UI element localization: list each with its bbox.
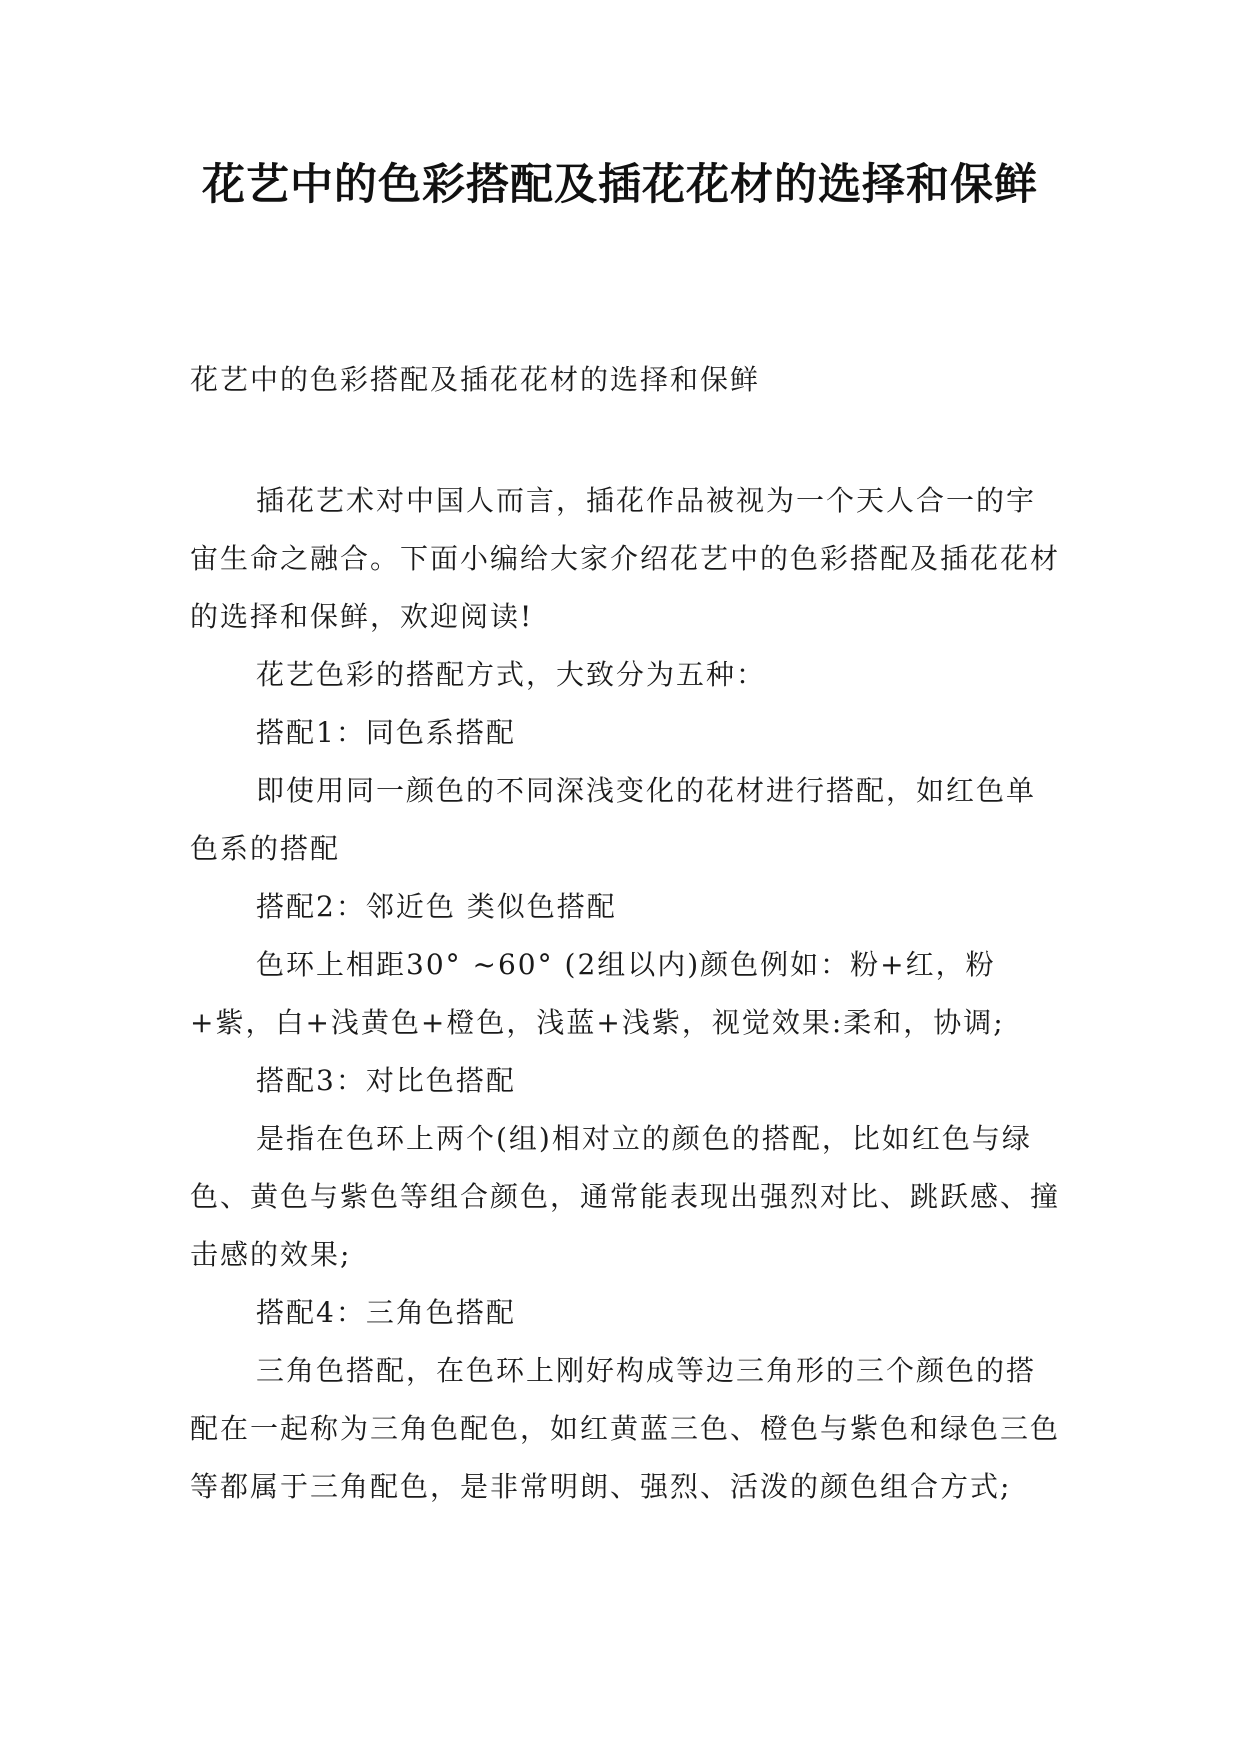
document-body [190,472,1065,1516]
paragraph-heading-2: 搭配2：邻近色 类似色搭配 [256,890,617,923]
paragraph-body-2: 色环上相距30° ~60° (2组以内)颜色例如：粉+红，粉+紫，白+浅黄色+橙色，浅蓝+浅紫，视觉效果:柔和，协调; [190,948,1005,1039]
paragraph-heading-4: 搭配4：三角色搭配 [256,1296,516,1329]
paragraph-heading-1: 搭配1：同色系搭配 [256,716,516,749]
paragraph-body-3: 是指在色环上两个(组)相对立的颜色的搭配，比如红色与绿色、黄色与紫色等组合颜色，通常能表现出强烈对比、跳跃感、撞击感的效果; [190,1122,1061,1271]
paragraph-body-1: 即使用同一颜色的不同深浅变化的花材进行搭配，如红色单色系的搭配 [190,774,1037,865]
paragraph-methods: 花艺色彩的搭配方式，大致分为五种： [256,658,767,691]
document-title: 花艺中的色彩搭配及插花花材的选择和保鲜 [202,160,1038,210]
paragraph-body-4: 三角色搭配，在色环上刚好构成等边三角形的三个颜色的搭配在一起称为三角色配色，如红黄蓝三色、橙色与紫色和绿色三色等都属于三角配色，是非常明朗、强烈、活泼的颜色组合方式; [190,1354,1061,1503]
paragraph-intro: 插花艺术对中国人而言，插花作品被视为一个天人合一的宇宙生命之融合。下面小编给大家介绍花艺中的色彩搭配及插花花材的选择和保鲜，欢迎阅读! [190,484,1061,633]
document-subtitle: 花艺中的色彩搭配及插花花材的选择和保鲜 [190,363,761,396]
paragraph-heading-3: 搭配3：对比色搭配 [256,1064,516,1097]
